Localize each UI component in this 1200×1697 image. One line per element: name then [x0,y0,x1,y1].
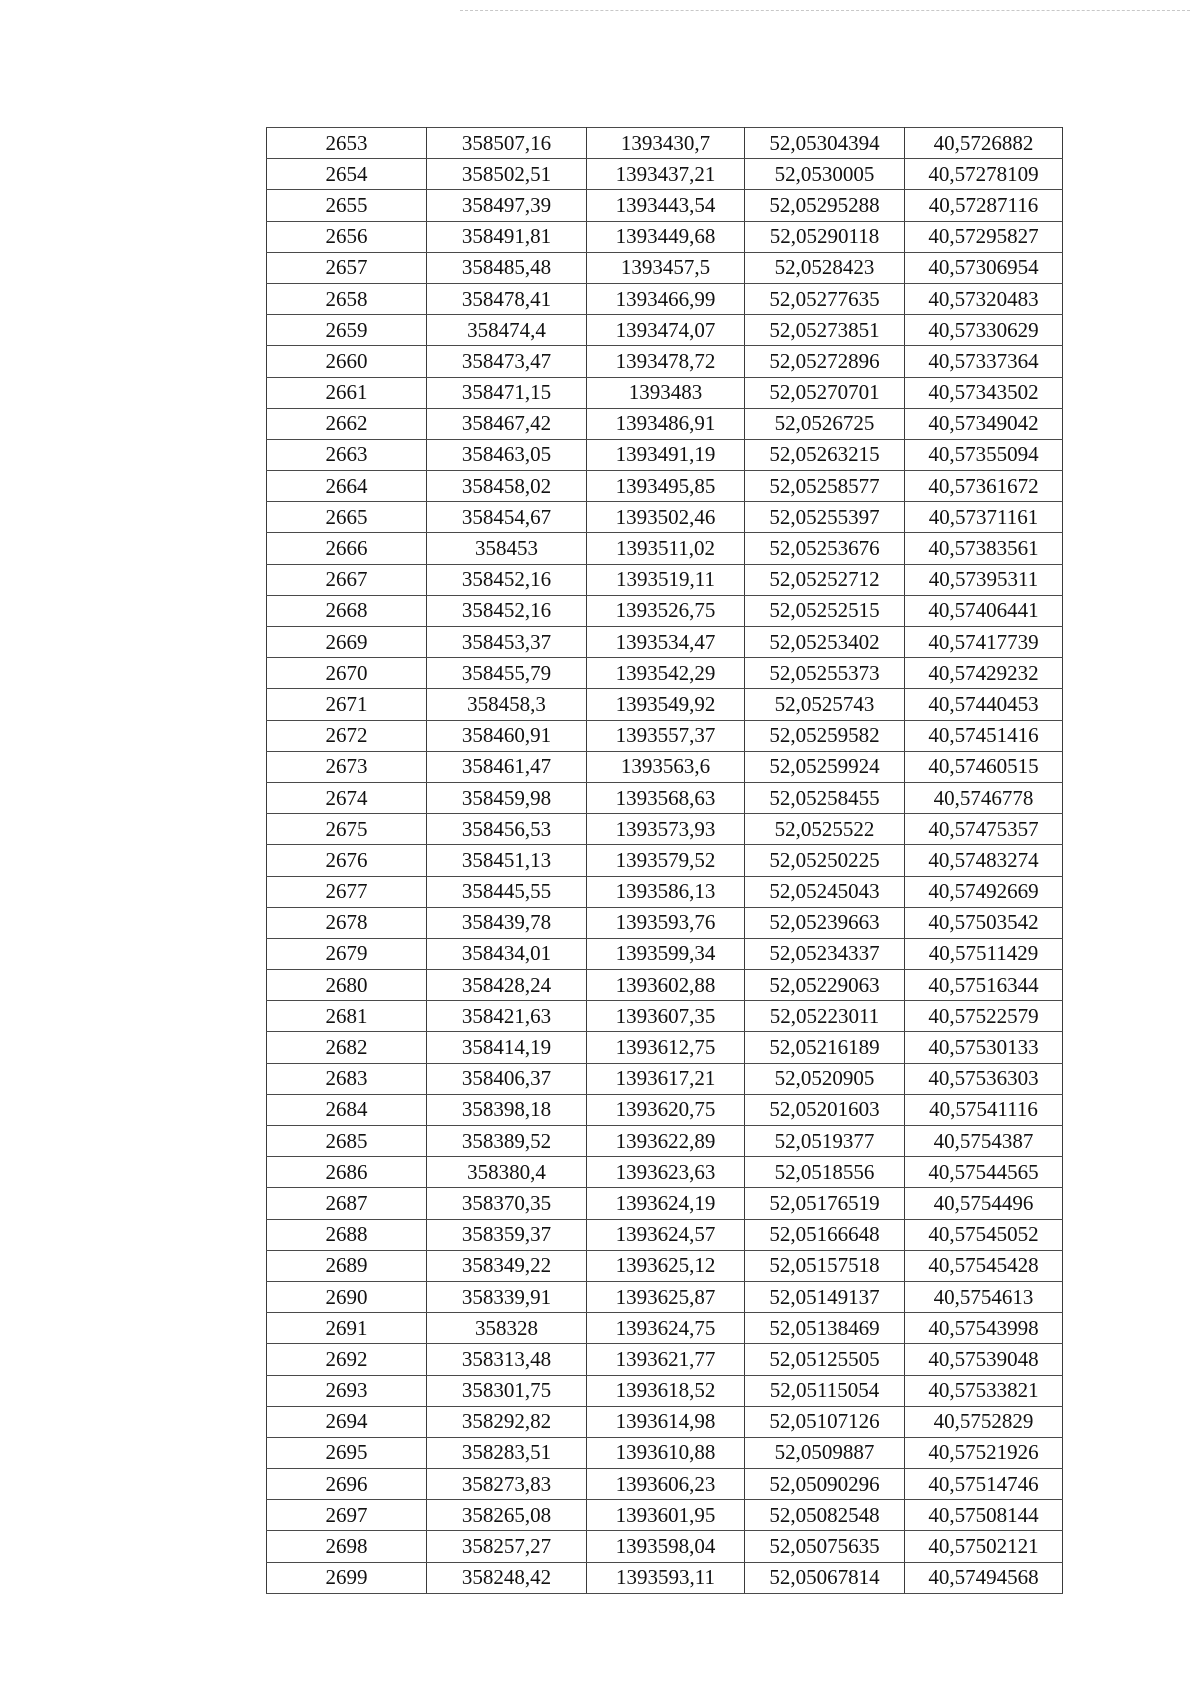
x-coordinate-cell: 358461,47 [427,751,587,782]
x-coordinate-cell: 358370,35 [427,1188,587,1219]
longitude-cell: 40,57287116 [905,190,1063,221]
y-coordinate-cell: 1393625,12 [587,1250,745,1281]
y-coordinate-cell: 1393606,23 [587,1469,745,1500]
point-number-cell: 2677 [267,876,427,907]
coordinates-table-container [266,127,1062,1594]
point-number-cell: 2695 [267,1437,427,1468]
table-row [267,564,1063,595]
longitude-cell: 40,57355094 [905,439,1063,470]
longitude-cell: 40,57361672 [905,471,1063,502]
x-coordinate-cell: 358507,16 [427,128,587,159]
longitude-cell: 40,57508144 [905,1500,1063,1531]
longitude-cell: 40,57417739 [905,627,1063,658]
x-coordinate-cell: 358414,19 [427,1032,587,1063]
y-coordinate-cell: 1393495,85 [587,471,745,502]
longitude-cell: 40,57451416 [905,720,1063,751]
y-coordinate-cell: 1393602,88 [587,970,745,1001]
latitude-cell: 52,05229063 [745,970,905,1001]
x-coordinate-cell: 358452,16 [427,595,587,626]
latitude-cell: 52,05263215 [745,439,905,470]
y-coordinate-cell: 1393618,52 [587,1375,745,1406]
longitude-cell: 40,5754496 [905,1188,1063,1219]
x-coordinate-cell: 358478,41 [427,283,587,314]
table-row [267,1469,1063,1500]
latitude-cell: 52,05252712 [745,564,905,595]
latitude-cell: 52,05201603 [745,1094,905,1125]
table-row [267,814,1063,845]
point-number-cell: 2686 [267,1157,427,1188]
latitude-cell: 52,05252515 [745,595,905,626]
point-number-cell: 2672 [267,720,427,751]
longitude-cell: 40,57494568 [905,1562,1063,1593]
longitude-cell: 40,57320483 [905,283,1063,314]
x-coordinate-cell: 358497,39 [427,190,587,221]
y-coordinate-cell: 1393599,34 [587,938,745,969]
point-number-cell: 2657 [267,252,427,283]
longitude-cell: 40,57475357 [905,814,1063,845]
longitude-cell: 40,5754387 [905,1126,1063,1157]
latitude-cell: 52,05234337 [745,938,905,969]
point-number-cell: 2682 [267,1032,427,1063]
table-row [267,1375,1063,1406]
point-number-cell: 2687 [267,1188,427,1219]
y-coordinate-cell: 1393549,92 [587,689,745,720]
point-number-cell: 2697 [267,1500,427,1531]
latitude-cell: 52,0526725 [745,408,905,439]
table-row [267,1437,1063,1468]
x-coordinate-cell: 358485,48 [427,252,587,283]
point-number-cell: 2660 [267,346,427,377]
table-row [267,439,1063,470]
latitude-cell: 52,05255397 [745,502,905,533]
longitude-cell: 40,57545428 [905,1250,1063,1281]
point-number-cell: 2662 [267,408,427,439]
table-row [267,627,1063,658]
point-number-cell: 2661 [267,377,427,408]
table-row [267,283,1063,314]
x-coordinate-cell: 358453,37 [427,627,587,658]
table-row [267,1157,1063,1188]
point-number-cell: 2656 [267,221,427,252]
latitude-cell: 52,05290118 [745,221,905,252]
latitude-cell: 52,0518556 [745,1157,905,1188]
table-row [267,845,1063,876]
x-coordinate-cell: 358434,01 [427,938,587,969]
point-number-cell: 2669 [267,627,427,658]
point-number-cell: 2658 [267,283,427,314]
latitude-cell: 52,05270701 [745,377,905,408]
longitude-cell: 40,57522579 [905,1001,1063,1032]
latitude-cell: 52,0519377 [745,1126,905,1157]
x-coordinate-cell: 358421,63 [427,1001,587,1032]
x-coordinate-cell: 358453 [427,533,587,564]
table-row [267,1001,1063,1032]
table-row [267,1188,1063,1219]
table-row [267,190,1063,221]
longitude-cell: 40,5752829 [905,1406,1063,1437]
point-number-cell: 2676 [267,845,427,876]
y-coordinate-cell: 1393625,87 [587,1281,745,1312]
point-number-cell: 2673 [267,751,427,782]
table-row [267,876,1063,907]
y-coordinate-cell: 1393579,52 [587,845,745,876]
latitude-cell: 52,05259924 [745,751,905,782]
longitude-cell: 40,57503542 [905,907,1063,938]
point-number-cell: 2668 [267,595,427,626]
x-coordinate-cell: 358398,18 [427,1094,587,1125]
longitude-cell: 40,57371161 [905,502,1063,533]
latitude-cell: 52,0520905 [745,1063,905,1094]
x-coordinate-cell: 358359,37 [427,1219,587,1250]
x-coordinate-cell: 358265,08 [427,1500,587,1531]
y-coordinate-cell: 1393563,6 [587,751,745,782]
point-number-cell: 2693 [267,1375,427,1406]
latitude-cell: 52,05273851 [745,315,905,346]
latitude-cell: 52,05067814 [745,1562,905,1593]
table-row [267,159,1063,190]
latitude-cell: 52,05250225 [745,845,905,876]
x-coordinate-cell: 358428,24 [427,970,587,1001]
table-row [267,471,1063,502]
longitude-cell: 40,57533821 [905,1375,1063,1406]
x-coordinate-cell: 358452,16 [427,564,587,595]
x-coordinate-cell: 358273,83 [427,1469,587,1500]
x-coordinate-cell: 358456,53 [427,814,587,845]
y-coordinate-cell: 1393430,7 [587,128,745,159]
latitude-cell: 52,05115054 [745,1375,905,1406]
table-row [267,751,1063,782]
y-coordinate-cell: 1393511,02 [587,533,745,564]
y-coordinate-cell: 1393624,75 [587,1313,745,1344]
latitude-cell: 52,05166648 [745,1219,905,1250]
latitude-cell: 52,05258577 [745,471,905,502]
x-coordinate-cell: 358473,47 [427,346,587,377]
longitude-cell: 40,57460515 [905,751,1063,782]
point-number-cell: 2667 [267,564,427,595]
x-coordinate-cell: 358471,15 [427,377,587,408]
table-row [267,1126,1063,1157]
table-row [267,377,1063,408]
point-number-cell: 2665 [267,502,427,533]
longitude-cell: 40,57544565 [905,1157,1063,1188]
latitude-cell: 52,05245043 [745,876,905,907]
x-coordinate-cell: 358459,98 [427,782,587,813]
table-row [267,315,1063,346]
y-coordinate-cell: 1393612,75 [587,1032,745,1063]
longitude-cell: 40,57406441 [905,595,1063,626]
y-coordinate-cell: 1393573,93 [587,814,745,845]
latitude-cell: 52,0509887 [745,1437,905,1468]
table-row [267,658,1063,689]
y-coordinate-cell: 1393474,07 [587,315,745,346]
table-row [267,1032,1063,1063]
latitude-cell: 52,05304394 [745,128,905,159]
y-coordinate-cell: 1393443,54 [587,190,745,221]
table-row [267,1063,1063,1094]
table-row [267,720,1063,751]
x-coordinate-cell: 358301,75 [427,1375,587,1406]
y-coordinate-cell: 1393483 [587,377,745,408]
y-coordinate-cell: 1393568,63 [587,782,745,813]
x-coordinate-cell: 358406,37 [427,1063,587,1094]
x-coordinate-cell: 358339,91 [427,1281,587,1312]
y-coordinate-cell: 1393491,19 [587,439,745,470]
point-number-cell: 2684 [267,1094,427,1125]
point-number-cell: 2678 [267,907,427,938]
table-row [267,938,1063,969]
point-number-cell: 2685 [267,1126,427,1157]
point-number-cell: 2679 [267,938,427,969]
table-row [267,1531,1063,1562]
y-coordinate-cell: 1393622,89 [587,1126,745,1157]
x-coordinate-cell: 358248,42 [427,1562,587,1593]
latitude-cell: 52,05255373 [745,658,905,689]
longitude-cell: 40,57543998 [905,1313,1063,1344]
y-coordinate-cell: 1393614,98 [587,1406,745,1437]
x-coordinate-cell: 358451,13 [427,845,587,876]
x-coordinate-cell: 358292,82 [427,1406,587,1437]
latitude-cell: 52,0525522 [745,814,905,845]
point-number-cell: 2698 [267,1531,427,1562]
longitude-cell: 40,5726882 [905,128,1063,159]
latitude-cell: 52,05138469 [745,1313,905,1344]
latitude-cell: 52,05277635 [745,283,905,314]
y-coordinate-cell: 1393534,47 [587,627,745,658]
longitude-cell: 40,57511429 [905,938,1063,969]
x-coordinate-cell: 358458,3 [427,689,587,720]
latitude-cell: 52,05259582 [745,720,905,751]
x-coordinate-cell: 358349,22 [427,1250,587,1281]
table-row [267,1500,1063,1531]
table-row [267,502,1063,533]
longitude-cell: 40,57306954 [905,252,1063,283]
latitude-cell: 52,05149137 [745,1281,905,1312]
latitude-cell: 52,05090296 [745,1469,905,1500]
longitude-cell: 40,57343502 [905,377,1063,408]
y-coordinate-cell: 1393621,77 [587,1344,745,1375]
longitude-cell: 40,57545052 [905,1219,1063,1250]
table-row [267,1562,1063,1593]
latitude-cell: 52,05107126 [745,1406,905,1437]
latitude-cell: 52,05075635 [745,1531,905,1562]
longitude-cell: 40,5746778 [905,782,1063,813]
latitude-cell: 52,05125505 [745,1344,905,1375]
x-coordinate-cell: 358445,55 [427,876,587,907]
table-row [267,533,1063,564]
y-coordinate-cell: 1393623,63 [587,1157,745,1188]
x-coordinate-cell: 358458,02 [427,471,587,502]
table-row [267,346,1063,377]
longitude-cell: 40,57330629 [905,315,1063,346]
y-coordinate-cell: 1393466,99 [587,283,745,314]
x-coordinate-cell: 358439,78 [427,907,587,938]
point-number-cell: 2674 [267,782,427,813]
y-coordinate-cell: 1393449,68 [587,221,745,252]
point-number-cell: 2670 [267,658,427,689]
point-number-cell: 2683 [267,1063,427,1094]
coordinates-table-body [267,128,1063,1594]
y-coordinate-cell: 1393557,37 [587,720,745,751]
y-coordinate-cell: 1393526,75 [587,595,745,626]
latitude-cell: 52,05258455 [745,782,905,813]
longitude-cell: 40,57541116 [905,1094,1063,1125]
latitude-cell: 52,05253402 [745,627,905,658]
latitude-cell: 52,0528423 [745,252,905,283]
latitude-cell: 52,0525743 [745,689,905,720]
x-coordinate-cell: 358455,79 [427,658,587,689]
longitude-cell: 40,57395311 [905,564,1063,595]
x-coordinate-cell: 358474,4 [427,315,587,346]
point-number-cell: 2671 [267,689,427,720]
latitude-cell: 52,05295288 [745,190,905,221]
y-coordinate-cell: 1393620,75 [587,1094,745,1125]
x-coordinate-cell: 358454,67 [427,502,587,533]
longitude-cell: 40,57539048 [905,1344,1063,1375]
point-number-cell: 2690 [267,1281,427,1312]
longitude-cell: 40,57516344 [905,970,1063,1001]
scan-header-line [460,10,1190,11]
latitude-cell: 52,0530005 [745,159,905,190]
longitude-cell: 40,57536303 [905,1063,1063,1094]
latitude-cell: 52,05216189 [745,1032,905,1063]
y-coordinate-cell: 1393502,46 [587,502,745,533]
y-coordinate-cell: 1393607,35 [587,1001,745,1032]
x-coordinate-cell: 358491,81 [427,221,587,252]
longitude-cell: 40,57514746 [905,1469,1063,1500]
point-number-cell: 2699 [267,1562,427,1593]
longitude-cell: 40,57337364 [905,346,1063,377]
longitude-cell: 40,5754613 [905,1281,1063,1312]
point-number-cell: 2654 [267,159,427,190]
table-row [267,252,1063,283]
coordinates-table [266,127,1063,1594]
y-coordinate-cell: 1393542,29 [587,658,745,689]
table-row [267,1094,1063,1125]
y-coordinate-cell: 1393593,11 [587,1562,745,1593]
x-coordinate-cell: 358380,4 [427,1157,587,1188]
y-coordinate-cell: 1393457,5 [587,252,745,283]
table-row [267,1219,1063,1250]
point-number-cell: 2663 [267,439,427,470]
y-coordinate-cell: 1393437,21 [587,159,745,190]
point-number-cell: 2694 [267,1406,427,1437]
latitude-cell: 52,05176519 [745,1188,905,1219]
y-coordinate-cell: 1393610,88 [587,1437,745,1468]
longitude-cell: 40,57492669 [905,876,1063,907]
latitude-cell: 52,05082548 [745,1500,905,1531]
point-number-cell: 2659 [267,315,427,346]
point-number-cell: 2666 [267,533,427,564]
table-row [267,782,1063,813]
latitude-cell: 52,05157518 [745,1250,905,1281]
latitude-cell: 52,05272896 [745,346,905,377]
point-number-cell: 2653 [267,128,427,159]
point-number-cell: 2692 [267,1344,427,1375]
x-coordinate-cell: 358463,05 [427,439,587,470]
longitude-cell: 40,57483274 [905,845,1063,876]
table-row [267,221,1063,252]
x-coordinate-cell: 358502,51 [427,159,587,190]
y-coordinate-cell: 1393624,57 [587,1219,745,1250]
x-coordinate-cell: 358460,91 [427,720,587,751]
longitude-cell: 40,57521926 [905,1437,1063,1468]
longitude-cell: 40,57295827 [905,221,1063,252]
point-number-cell: 2688 [267,1219,427,1250]
table-row [267,689,1063,720]
table-row [267,970,1063,1001]
y-coordinate-cell: 1393617,21 [587,1063,745,1094]
table-row [267,1344,1063,1375]
x-coordinate-cell: 358283,51 [427,1437,587,1468]
longitude-cell: 40,57349042 [905,408,1063,439]
table-row [267,1250,1063,1281]
x-coordinate-cell: 358313,48 [427,1344,587,1375]
table-row [267,1281,1063,1312]
table-row [267,408,1063,439]
y-coordinate-cell: 1393598,04 [587,1531,745,1562]
table-row [267,1406,1063,1437]
point-number-cell: 2664 [267,471,427,502]
y-coordinate-cell: 1393586,13 [587,876,745,907]
point-number-cell: 2691 [267,1313,427,1344]
latitude-cell: 52,05223011 [745,1001,905,1032]
longitude-cell: 40,57440453 [905,689,1063,720]
x-coordinate-cell: 358389,52 [427,1126,587,1157]
x-coordinate-cell: 358257,27 [427,1531,587,1562]
point-number-cell: 2689 [267,1250,427,1281]
longitude-cell: 40,57383561 [905,533,1063,564]
point-number-cell: 2696 [267,1469,427,1500]
y-coordinate-cell: 1393478,72 [587,346,745,377]
longitude-cell: 40,57502121 [905,1531,1063,1562]
y-coordinate-cell: 1393519,11 [587,564,745,595]
longitude-cell: 40,57429232 [905,658,1063,689]
table-row [267,128,1063,159]
longitude-cell: 40,57278109 [905,159,1063,190]
y-coordinate-cell: 1393486,91 [587,408,745,439]
table-row [267,1313,1063,1344]
y-coordinate-cell: 1393624,19 [587,1188,745,1219]
x-coordinate-cell: 358328 [427,1313,587,1344]
point-number-cell: 2680 [267,970,427,1001]
latitude-cell: 52,05253676 [745,533,905,564]
y-coordinate-cell: 1393601,95 [587,1500,745,1531]
table-row [267,595,1063,626]
point-number-cell: 2655 [267,190,427,221]
point-number-cell: 2675 [267,814,427,845]
longitude-cell: 40,57530133 [905,1032,1063,1063]
latitude-cell: 52,05239663 [745,907,905,938]
table-row [267,907,1063,938]
point-number-cell: 2681 [267,1001,427,1032]
x-coordinate-cell: 358467,42 [427,408,587,439]
y-coordinate-cell: 1393593,76 [587,907,745,938]
